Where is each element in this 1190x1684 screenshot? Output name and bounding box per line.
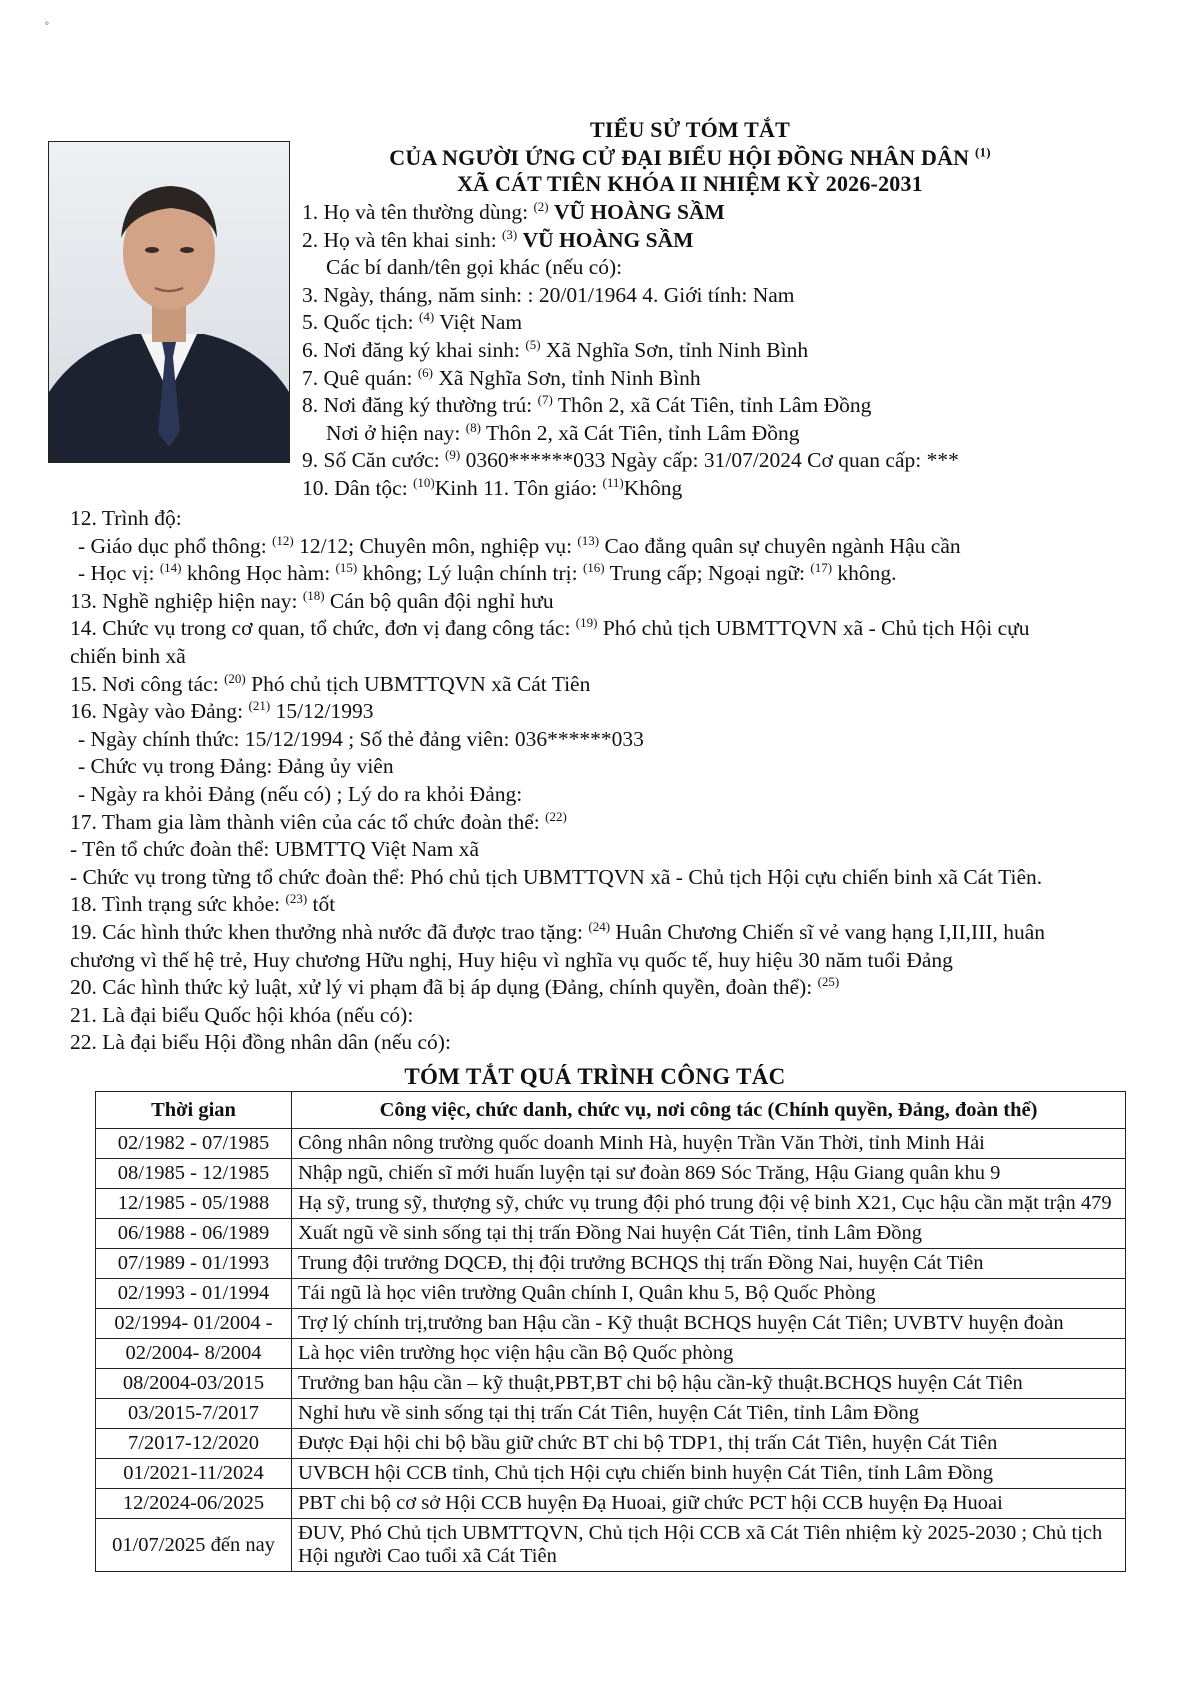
qualifications-list [70,505,1130,1057]
description-cell: Nghỉ hưu về sinh sống tại thị trấn Cát Tiên, huyện Cát Tiên, tỉnh Lâm Đồng [292,1399,1126,1429]
description-cell: Công nhân nông trường quốc doanh Minh Hà, huyện Trần Văn Thời, tỉnh Minh Hải [292,1129,1126,1159]
time-cell: 01/2021-11/2024 [96,1459,292,1489]
party-position-line: - Chức vụ trong Đảng: Đảng ủy viên [78,754,394,779]
workplace-line: 15. Nơi công tác: $^{(20)}$ Phó chủ tịch UBMTTQVN xã Cát Tiên [70,670,591,696]
time-cell: 02/1982 - 07/1985 [96,1129,292,1159]
description-cell: UVBCH hội CCB tỉnh, Chủ tịch Hội cựu chiến binh huyện Cát Tiên, tỉnh Lâm Đồng [292,1459,1126,1489]
alias-line: Các bí danh/tên gọi khác (nếu có): [326,255,623,280]
work-history-table [95,1091,1126,1572]
description-cell: PBT chi bộ cơ sở Hội CCB huyện Đạ Huoai, giữ chức PCT hội CCB huyện Đạ Huoai [292,1489,1126,1519]
table-row [96,1189,1126,1219]
description-cell: Được Đại hội chi bộ bầu giữ chức BT chi bộ TDP1, thị trấn Cát Tiên, huyện Cát Tiên [292,1429,1126,1459]
time-cell: 12/2024-06/2025 [96,1489,292,1519]
time-cell: 03/2015-7/2017 [96,1399,292,1429]
column-header-description: Công việc, chức danh, chức vụ, nơi công tác (Chính quyền, Đảng, đoàn thể) [292,1092,1126,1129]
awards-line: 19. Các hình thức khen thưởng nhà nước đã được trao tặng: $^{(24)}$ Huân Chương Chiến sĩ vẻ vang hạng I,II,III, huân [70,918,1046,944]
awards-line-cont: chương vì thế hệ trẻ, Huy chương Hữu nghị, Huy hiệu vì nghĩa vụ quốc tế, huy hiệu 30 năm tuổi Đảng [70,947,953,972]
table-row [96,1339,1126,1369]
position-line: 14. Chức vụ trong cơ quan, tổ chức, đơn vị đang công tác: $^{(19)}$ Phó chủ tịch UBMTTQVN xã - Chủ tịch Hội cựu [70,615,1030,641]
ethnicity-religion-line: 10. Dân tộc: $^{(10)}$Kinh 11. Tôn giáo: $^{(11)}$Không [302,474,683,500]
education-heading: 12. Trình độ: [70,506,182,530]
occupation-line: 13. Nghề nghiệp hiện nay: $^{(18)}$ Cán bộ quân đội nghỉ hưu [70,587,554,613]
scan-mark: ∘ [44,16,50,30]
party-official-line: - Ngày chính thức: 15/12/1994 ; Số thẻ đảng viên: 036******033 [78,726,644,751]
id-card-line: 9. Số Căn cước: $^{(9)}$ 0360******033 Ngày cấp: 31/07/2024 Cơ quan cấp: *** [302,447,959,473]
work-history-title: TÓM TẮT QUÁ TRÌNH CÔNG TÁC [404,1064,786,1089]
work-history-body [96,1129,1126,1572]
party-leave-line: - Ngày ra khỏi Đảng (nếu có) ; Lý do ra khỏi Đảng: [78,781,523,806]
time-cell: 06/1988 - 06/1989 [96,1219,292,1249]
table-row [96,1519,1126,1572]
table-row [96,1249,1126,1279]
nationality-line: 5. Quốc tịch: $^{(4)}$ Việt Nam [302,309,523,335]
table-row [96,1309,1126,1339]
description-cell: Trợ lý chính trị,trưởng ban Hậu cần - Kỹ thuật BCHQS huyện Cát Tiên; UVBTV huyện đoàn [292,1309,1126,1339]
organizations-line: 17. Tham gia làm thành viên của các tổ chức đoàn thể: $^{(22)}$ [70,808,567,834]
table-header-row [96,1092,1126,1129]
description-cell: Nhập ngũ, chiến sĩ mới huấn luyện tại sư đoàn 869 Sóc Trăng, Hậu Giang quân khu 9 [292,1159,1126,1189]
health-line: 18. Tình trạng sức khỏe: $^{(23)}$ tốt [70,891,336,917]
birth-name-line: 2. Họ và tên khai sinh: $^{(3)}$ VŨ HOÀNG SẦM [302,226,694,252]
table-row [96,1279,1126,1309]
time-cell: 02/1993 - 01/1994 [96,1279,292,1309]
discipline-line: 20. Các hình thức kỷ luật, xử lý vi phạm đã bị áp dụng (Đảng, chính quyền, đoàn thể): $^{(25)}$ [70,973,840,1000]
column-header-time: Thời gian [96,1092,292,1129]
table-row [96,1369,1126,1399]
candidate-portrait-photo [48,141,290,463]
description-cell: ĐUV, Phó Chủ tịch UBMTTQVN, Chủ tịch Hội CCB xã Cát Tiên nhiệm kỳ 2025-2030 ; Chủ tịch Hội người Cao tuổi xã Cát Tiên [292,1519,1126,1572]
table-row [96,1399,1126,1429]
description-cell: Xuất ngũ về sinh sống tại thị trấn Đồng Nai huyện Cát Tiên, tỉnh Lâm Đồng [292,1219,1126,1249]
time-cell: 07/1989 - 01/1993 [96,1249,292,1279]
table-row [96,1459,1126,1489]
description-cell: Trưởng ban hậu cần – kỹ thuật,PBT,BT chi bộ hậu cần-kỹ thuật.BCHQS huyện Cát Tiên [292,1369,1126,1399]
time-cell: 02/1994- 01/2004 - [96,1309,292,1339]
document-subtitle: CỦA NGƯỜI ỨNG CỬ ĐẠI BIỂU HỘI ĐỒNG NHÂN DÂN $^{(1)}$ [389,144,991,170]
table-row [96,1429,1126,1459]
time-cell: 01/07/2025 đến nay [96,1519,292,1572]
position-line-cont: chiến binh xã [70,643,186,668]
national-assembly-line: 21. Là đại biểu Quốc hội khóa (nếu có): [70,1002,414,1027]
description-cell: Trung đội trưởng DQCĐ, thị đội trưởng BCHQS thị trấn Đồng Nai, huyện Cát Tiên [292,1249,1126,1279]
table-row [96,1159,1126,1189]
organization-name-line: - Tên tổ chức đoàn thể: UBMTTQ Việt Nam xã [70,837,480,862]
time-cell: 7/2017-12/2020 [96,1429,292,1459]
birth-registration-line: 6. Nơi đăng ký khai sinh: $^{(5)}$ Xã Nghĩa Sơn, tỉnh Ninh Bình [302,336,809,362]
time-cell: 02/2004- 8/2004 [96,1339,292,1369]
people-council-line: 22. Là đại biểu Hội đồng nhân dân (nếu có): [70,1030,451,1055]
document-term: XÃ CÁT TIÊN KHÓA II NHIỆM KỲ 2026-2031 [457,171,923,196]
birthdate-line: 3. Ngày, tháng, năm sinh: : 20/01/1964 4. Giới tính: Nam [302,282,795,307]
organization-position-line: - Chức vụ trong từng tổ chức đoàn thể: Phó chủ tịch UBMTTQVN xã - Chủ tịch Hội cựu chiến binh xã Cát Tiên. [70,864,1043,889]
description-cell: Hạ sỹ, trung sỹ, thượng sỹ, chức vụ trung đội phó trung đội vệ binh X21, Cục hậu cần mặt trận 479 [292,1189,1126,1219]
permanent-residence-line: 8. Nơi đăng ký thường trú: $^{(7)}$ Thôn 2, xã Cát Tiên, tỉnh Lâm Đồng [302,392,872,418]
description-cell: Tái ngũ là học viên trường Quân chính I, Quân khu 5, Bộ Quốc Phòng [292,1279,1126,1309]
general-education-line: - Giáo dục phổ thông: $^{(12)}$ 12/12; Chuyên môn, nghiệp vụ: $^{(13)}$ Cao đẳng quân sự chuyên ngành Hậu cần [78,532,961,558]
table-row [96,1489,1126,1519]
degree-line: - Học vị: $^{(14)}$ không Học hàm: $^{(15)}$ không; Lý luận chính trị: $^{(16)}$ Trung cấp; Ngoại ngữ: $^{(17)}$ không. [78,560,897,586]
document-title: TIỂU SỬ TÓM TẮT [589,117,791,142]
table-row [96,1219,1126,1249]
time-cell: 12/1985 - 05/1988 [96,1189,292,1219]
time-cell: 08/1985 - 12/1985 [96,1159,292,1189]
description-cell: Là học viên trường học viện hậu cần Bộ Quốc phòng [292,1339,1126,1369]
table-row [96,1129,1126,1159]
party-join-line: 16. Ngày vào Đảng: $^{(21)}$ 15/12/1993 [70,698,374,724]
common-name-line: 1. Họ và tên thường dùng: $^{(2)}$ VŨ HOÀNG SẦM [302,198,725,224]
current-residence-line: Nơi ở hiện nay: $^{(8)}$ Thôn 2, xã Cát Tiên, tỉnh Lâm Đồng [326,419,800,445]
personal-info-list [302,199,1162,503]
hometown-line: 7. Quê quán: $^{(6)}$ Xã Nghĩa Sơn, tỉnh Ninh Bình [302,364,701,390]
time-cell: 08/2004-03/2015 [96,1369,292,1399]
